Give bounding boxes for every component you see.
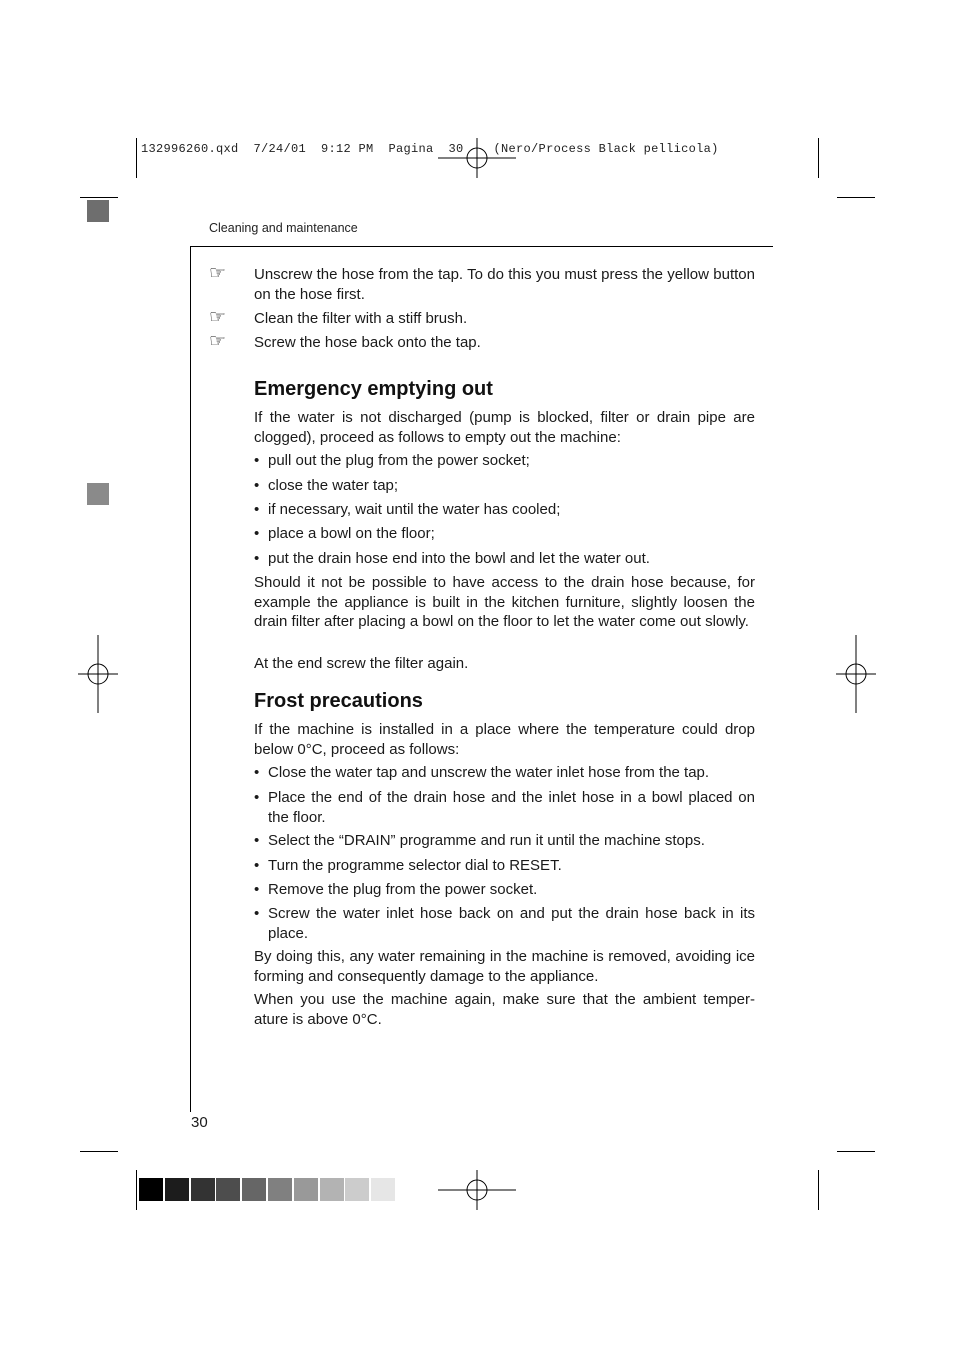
color-swatch	[371, 1178, 395, 1201]
list-item-text: Screw the water inlet hose back on and put the drain hose back in its place.	[268, 905, 755, 942]
body-paragraph: At the end screw the filter again.	[254, 655, 469, 672]
color-swatch	[242, 1178, 266, 1201]
list-item-text: Select the “DRAIN” programme and run it until the machine stops.	[268, 832, 705, 849]
color-swatch	[294, 1178, 318, 1201]
bullet-marker: •	[254, 905, 260, 922]
crop-mark	[818, 1170, 819, 1210]
crop-mark	[80, 197, 118, 198]
bullet-marker: •	[254, 857, 260, 874]
bullet-marker: •	[254, 789, 260, 806]
bullet-marker: •	[254, 525, 260, 542]
page-number: 30	[191, 1114, 208, 1131]
registration-mark-icon	[836, 635, 876, 713]
list-item-text: Turn the programme selector dial to RESET.	[268, 857, 562, 874]
body-paragraph: By doing this, any water remaining in the machine is removed, avoiding ice forming and consequently damage to the appliance.	[254, 948, 755, 985]
list-item-text: close the water tap;	[268, 477, 399, 494]
registration-mark-icon	[438, 1170, 516, 1210]
pointing-hand-icon: ☞	[209, 331, 227, 352]
list-item	[254, 880, 755, 900]
list-item-text: Close the water tap and unscrew the water inlet hose from the tap.	[268, 764, 710, 781]
list-item	[254, 904, 755, 943]
body-paragraph: Should it not be possible to have access to the drain hose because, for example the appliance is built in the kitchen furniture, slightly loosen the drain filter after placing a bowl on the floor to let the water come out slowly.	[254, 574, 755, 630]
crop-mark	[136, 1170, 137, 1210]
bullet-marker: •	[254, 881, 260, 898]
registration-mark-icon	[438, 138, 516, 178]
bullet-marker: •	[254, 452, 260, 469]
color-swatch	[320, 1178, 344, 1201]
bullet-marker: •	[254, 477, 260, 494]
list-item	[254, 451, 755, 471]
color-swatch	[216, 1178, 240, 1201]
section-tab-marker	[87, 483, 109, 505]
header-rule	[190, 246, 773, 247]
color-swatch	[191, 1178, 215, 1201]
crop-mark	[818, 138, 819, 178]
margin-rule	[190, 246, 191, 1112]
bullet-marker: •	[254, 832, 260, 849]
list-item	[254, 856, 755, 876]
list-item	[254, 831, 755, 851]
list-item-text: Place the end of the drain hose and the inlet hose in a bowl placed on the floor.	[268, 789, 755, 826]
instruction-item: Clean the filter with a stiff brush.	[254, 310, 468, 327]
running-head: Cleaning and maintenance	[209, 221, 358, 235]
section-intro: If the machine is installed in a place where the temperature could drop below 0°C, proceed as follows:	[254, 721, 755, 758]
list-item	[254, 500, 755, 520]
list-item	[254, 476, 755, 496]
pointing-hand-icon: ☞	[209, 307, 227, 328]
list-item	[254, 763, 755, 783]
pointing-hand-icon: ☞	[209, 263, 227, 284]
crop-mark	[837, 1151, 875, 1152]
bullet-marker: •	[254, 764, 260, 781]
section-heading: Emergency emptying out	[254, 378, 493, 400]
bullet-marker: •	[254, 501, 260, 518]
color-swatch	[345, 1178, 369, 1201]
list-item-text: place a bowl on the floor;	[268, 525, 435, 542]
crop-mark	[80, 1151, 118, 1152]
instruction-item: Screw the hose back onto the tap.	[254, 334, 481, 351]
list-item	[254, 788, 755, 827]
list-item	[254, 549, 755, 569]
list-item-text: if necessary, wait until the water has cooled;	[268, 501, 561, 518]
bullet-marker: •	[254, 550, 260, 567]
list-item-text: Remove the plug from the power socket.	[268, 881, 538, 898]
crop-mark	[837, 197, 875, 198]
printer-slug: 132996260.qxd 7/24/01 9:12 PM Pagina 30 (Nero/Process Black pellicola)	[141, 142, 719, 156]
section-heading: Frost precautions	[254, 690, 423, 712]
list-item-text: pull out the plug from the power socket;	[268, 452, 530, 469]
instruction-item: Unscrew the hose from the tap. To do this you must press the yellow button on the hose first.	[254, 266, 755, 303]
list-item	[254, 524, 755, 544]
crop-mark	[136, 138, 137, 178]
section-intro: If the water is not discharged (pump is blocked, filter or drain pipe are clogged), proceed as follows to empty out the machine:	[254, 409, 755, 446]
body-paragraph: When you use the machine again, make sure that the ambient temper-ature is above 0°C.	[254, 991, 755, 1028]
color-swatch	[139, 1178, 163, 1201]
list-item-text: put the drain hose end into the bowl and let the water out.	[268, 550, 650, 567]
section-tab-marker	[87, 200, 109, 222]
color-swatch	[268, 1178, 292, 1201]
registration-mark-icon	[78, 635, 118, 713]
color-swatch	[165, 1178, 189, 1201]
